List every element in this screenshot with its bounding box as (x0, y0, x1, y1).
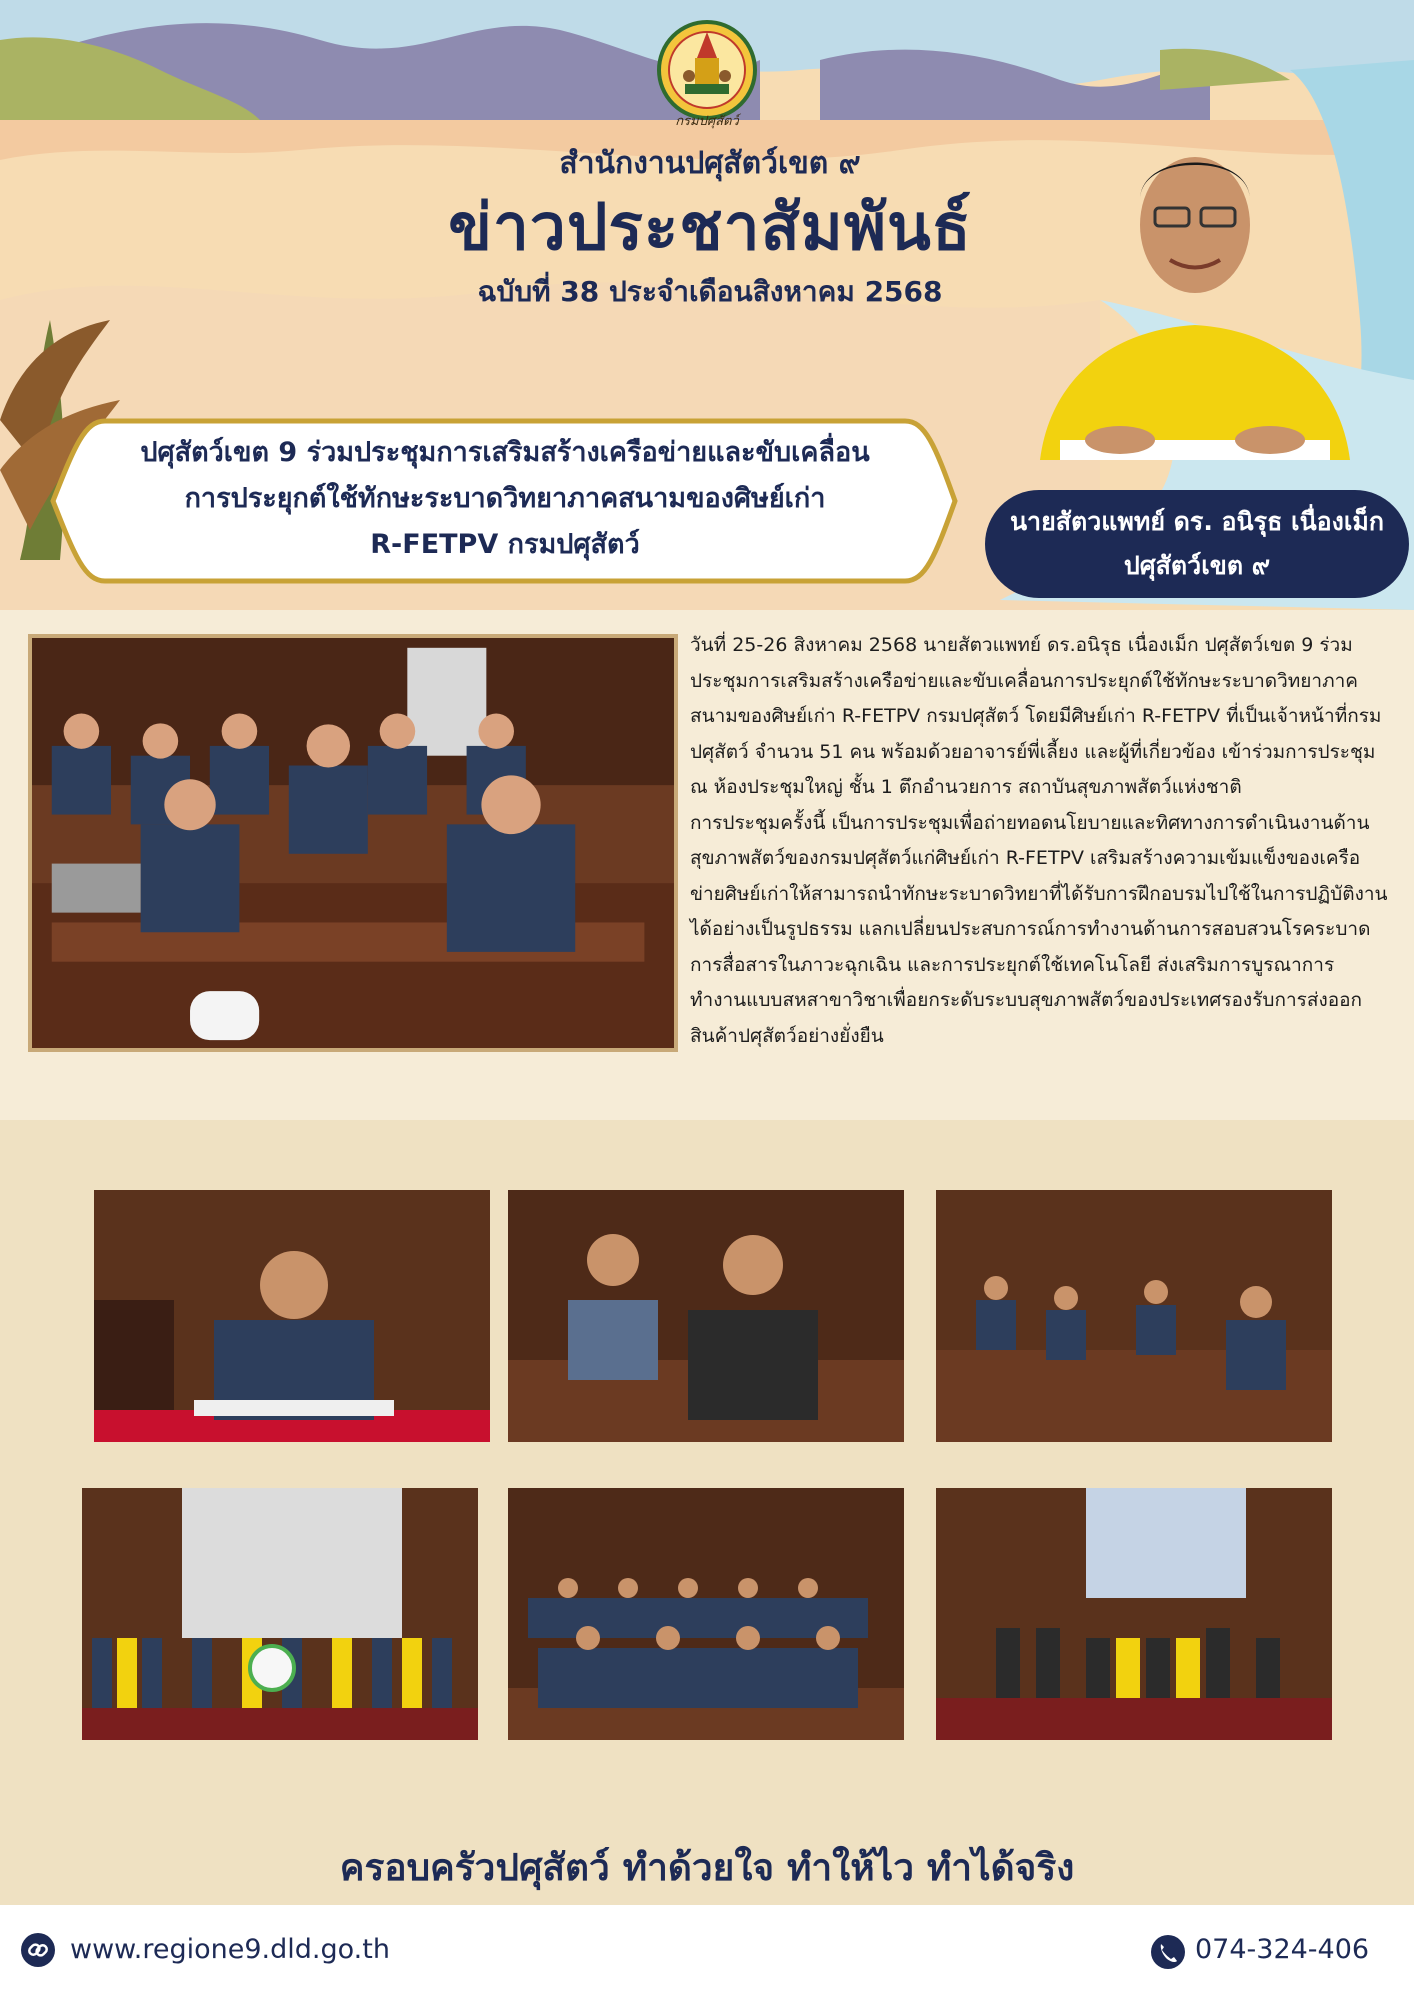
article-paragraph-1: วันที่ 25-26 สิงหาคม 2568 นายสัตวแพทย์ ดร.อนิรุธ เนื่องเม็ก ปศุสัตว์เขต 9 ร่วมประชุมการเสริมสร้างเครือข่ายและขับเคลื่อนการประยุกต์ใช้ทักษะระบาดวิทยาภาคสนามของศิษย์เก่า R-FETPV กรมปศุสัตว์ โดยมีศิษย์เก่า R-FETPV ที่เป็นเจ้าหน้าที่กรมปศุสัตว์ จำนวน 51 คน พร้อมด้วยอาจารย์พี่เลี้ยง และผู้ที่เกี่ยวข้อง เข้าร่วมการประชุม ณ ห้องประชุมใหญ่ ชั้น 1 ตึกอำนวยการ สถาบันสุขภาพสัตว์แห่งชาติ (690, 634, 1382, 798)
gallery-photo-audience-wide (936, 1190, 1332, 1442)
article-paragraph-2: การประชุมครั้งนี้ เป็นการประชุมเพื่อถ่ายทอดนโยบายและทิศทางการดำเนินงานด้านสุขภาพสัตว์ของกรมปศุสัตว์แก่ศิษย์เก่า R-FETPV เสริมสร้างความเข้มแข็งของเครือข่ายศิษย์เก่าให้สามารถนำทักษะระบาดวิทยาที่ได้รับการฝึกอบรมไปใช้ในการปฏิบัติงานได้อย่างเป็นรูปธรรม แลกเปลี่ยนประสบการณ์การทำงานด้านการสอบสวนโรคระบาด การสื่อสารในภาวะฉุกเฉิน และการประยุกต์ใช้เทคโนโลยี ส่งเสริมการบูรณาการทำงานแบบสหสาขาวิชาเพื่อยกระดับระบบสุขภาพสัตว์ของประเทศรองรับการส่งออกสินค้าปศุสัตว์อย่างยั่งยืน (690, 811, 1388, 1047)
logo-caption: กรมปศุสัตว์ (675, 114, 739, 129)
slogan: ครอบครัวปศุสัตว์ ทำด้วยใจ ทำให้ไว ทำได้จริง (339, 1846, 1075, 1889)
headline-line-3: R-FETPV กรมปศุสัตว์ (370, 529, 640, 560)
gallery-photo-group-screen (936, 1488, 1332, 1740)
gallery-photo-group-stage (82, 1488, 478, 1740)
phone-number[interactable]: 074-324-406 (1195, 1934, 1370, 1965)
photo-gallery (0, 1120, 1414, 1905)
article-body (690, 628, 1390, 1054)
person-title: ปศุสัตว์เขต ๙ (1123, 551, 1271, 580)
website-link[interactable]: www.regione9.dld.go.th (70, 1934, 390, 1965)
gallery-photo-speaker (94, 1190, 490, 1442)
main-meeting-photo (28, 634, 678, 1052)
person-name: นายสัตวแพทย์ ดร. อนิรุธ เนื่องเม็ก (1009, 507, 1385, 536)
official-portrait (1030, 130, 1360, 460)
headline-line-1: ปศุสัตว์เขต 9 ร่วมประชุมการเสริมสร้างเครือข่ายและขับเคลื่อน (140, 437, 870, 468)
phone-icon (1150, 1934, 1186, 1970)
bulletin-title: ข่าวประชาสัมพันธ์ (448, 191, 972, 265)
headline (90, 430, 920, 568)
link-icon (20, 1932, 56, 1968)
office-name: สำนักงานปศุสัตว์เขต ๙ (559, 146, 861, 181)
gallery-photo-group-thumbs (508, 1488, 904, 1740)
headline-line-2: การประยุกต์ใช้ทักษะระบาดวิทยาภาคสนามของศิษย์เก่า (184, 483, 826, 514)
issue-line: ฉบับที่ 38 ประจำเดือนสิงหาคม 2568 (477, 275, 943, 308)
gallery-photo-audience-front (508, 1190, 904, 1442)
